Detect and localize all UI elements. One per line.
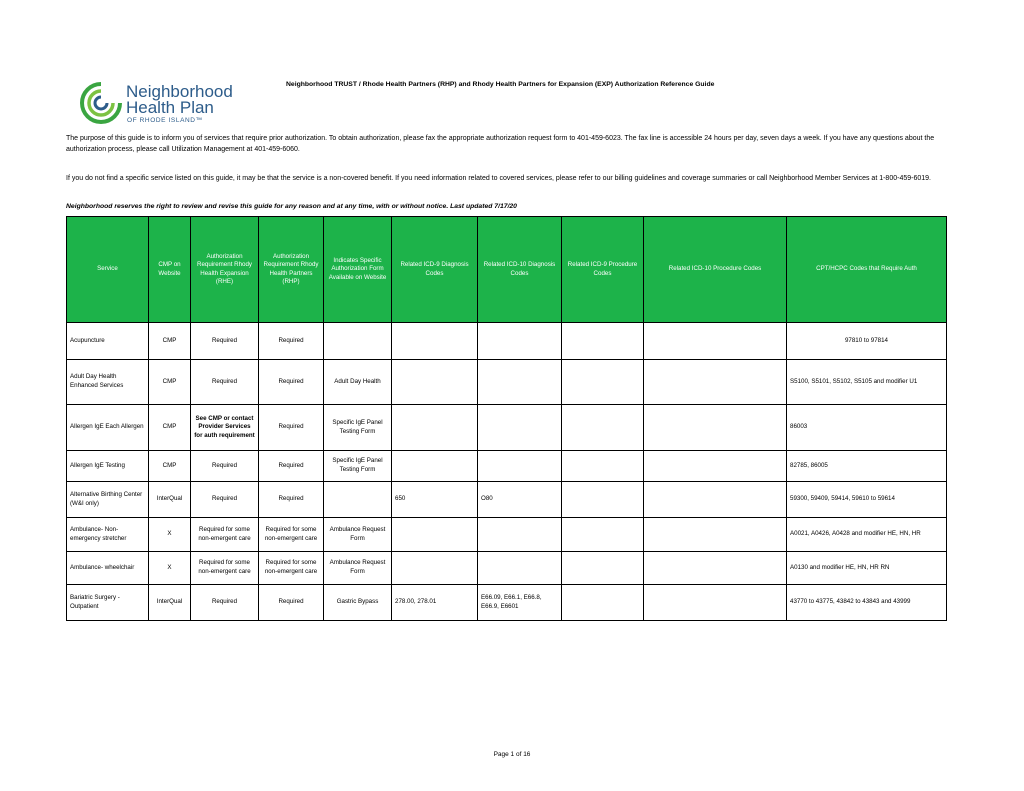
cmp-cell: CMP [149, 323, 191, 360]
icd9-proc-cell [562, 585, 644, 621]
rhe-cell: See CMP or contact Provider Services for auth requirement [191, 405, 259, 451]
icd9-dx-cell [392, 360, 478, 405]
column-header: Indicates Specific Authorization Form Available on Website [324, 217, 392, 323]
column-header: Related ICD-10 Procedure Codes [644, 217, 787, 323]
service-cell: Ambulance- wheelchair [67, 552, 149, 585]
icd10-proc-cell [644, 552, 787, 585]
icd9-dx-cell [392, 451, 478, 482]
icd9-dx-cell [392, 323, 478, 360]
form-cell: Ambulance Request Form [324, 518, 392, 552]
icd9-dx-cell [392, 518, 478, 552]
icd9-proc-cell [562, 405, 644, 451]
column-header: CPT/HCPC Codes that Require Auth [787, 217, 947, 323]
cpt-cell: S5100, S5101, S5102, S5105 and modifier U1 [787, 360, 947, 405]
cpt-cell: 43770 to 43775, 43842 to 43843 and 43999 [787, 585, 947, 621]
icd10-proc-cell [644, 585, 787, 621]
service-cell: Adult Day Health Enhanced Services [67, 360, 149, 405]
rhp-cell: Required [259, 360, 324, 405]
service-cell: Bariatric Surgery - Outpatient [67, 585, 149, 621]
rhe-cell: Required [191, 323, 259, 360]
intro-paragraph-1: The purpose of this guide is to inform you of services that require prior authorization. To obtain authorization, please fax the appropriate authorization request form to 401-459-6023. The fax line is accessible 24 hours per day, seven days a week. If you have any questions about the authorization process, please call Utilization Management at 401-459-6060. [66, 135, 935, 153]
form-cell: Adult Day Health [324, 360, 392, 405]
icd10-proc-cell [644, 482, 787, 518]
rhe-cell: Required [191, 482, 259, 518]
rhp-cell: Required for some non-emergent care [259, 552, 324, 585]
cmp-cell: CMP [149, 360, 191, 405]
logo-line3: OF RHODE ISLAND™ [127, 117, 203, 124]
table-row [67, 323, 947, 360]
rhp-cell: Required [259, 451, 324, 482]
authorization-table [66, 216, 947, 621]
icd10-dx-cell [478, 405, 562, 451]
cmp-cell: CMP [149, 451, 191, 482]
cmp-cell: X [149, 518, 191, 552]
form-cell [324, 323, 392, 360]
cmp-cell: CMP [149, 405, 191, 451]
rhe-cell: Required for some non-emergent care [191, 518, 259, 552]
icd10-proc-cell [644, 451, 787, 482]
icd10-dx-cell [478, 323, 562, 360]
document-title: Neighborhood TRUST / Rhode Health Partners (RHP) and Rhody Health Partners for Expansion (EXP) Authorization Reference Guide [286, 81, 715, 88]
service-cell: Allergen IgE Each Allergen [67, 405, 149, 451]
cpt-cell: 82785, 86005 [787, 451, 947, 482]
column-header: Related ICD-10 Diagnosis Codes [478, 217, 562, 323]
table-row [67, 552, 947, 585]
intro-paragraph-2: If you do not find a specific service listed on this guide, it may be that the service is a non-covered benefit. If you need information related to covered services, please refer to our billing guidelines and coverage summaries or call Neighborhood Member Services at 1-800-459-6019. [66, 175, 931, 182]
form-cell: Specific IgE Panel Testing Form [324, 451, 392, 482]
rhe-cell: Required for some non-emergent care [191, 552, 259, 585]
rhp-cell: Required for some non-emergent care [259, 518, 324, 552]
icd9-proc-cell [562, 518, 644, 552]
column-header: Authorization Requirement Rhody Health Expansion (RHE) [191, 217, 259, 323]
icd10-dx-cell: E66.09, E66.1, E66.8, E66.9, E6601 [478, 585, 562, 621]
rhp-cell: Required [259, 482, 324, 518]
icd10-dx-cell [478, 360, 562, 405]
neighborhood-logo [78, 80, 238, 128]
table-header-row [67, 217, 947, 323]
icd10-proc-cell [644, 405, 787, 451]
rhp-cell: Required [259, 405, 324, 451]
column-header: Related ICD-9 Procedure Codes [562, 217, 644, 323]
icd10-dx-cell: O80 [478, 482, 562, 518]
icd9-dx-cell [392, 405, 478, 451]
cmp-cell: InterQual [149, 482, 191, 518]
cmp-cell: X [149, 552, 191, 585]
form-cell: Ambulance Request Form [324, 552, 392, 585]
column-header: Related ICD-9 Diagnosis Codes [392, 217, 478, 323]
service-cell: Acupuncture [67, 323, 149, 360]
icd9-dx-cell: 278.00, 278.01 [392, 585, 478, 621]
rhe-cell: Required [191, 360, 259, 405]
table-row [67, 482, 947, 518]
page-number: Page 1 of 16 [493, 751, 531, 758]
column-header: Authorization Requirement Rhody Health Partners (RHP) [259, 217, 324, 323]
rhe-cell: Required [191, 451, 259, 482]
table-row [67, 405, 947, 451]
icd10-proc-cell [644, 360, 787, 405]
icd10-dx-cell [478, 552, 562, 585]
table-row [67, 360, 947, 405]
logo-line1: Neighborhood [126, 82, 233, 101]
icd9-proc-cell [562, 323, 644, 360]
rhe-cell: Required [191, 585, 259, 621]
cpt-cell: 59300, 59409, 59414, 59610 to 59614 [787, 482, 947, 518]
icd9-proc-cell [562, 552, 644, 585]
icd10-proc-cell [644, 323, 787, 360]
service-cell: Alternative Birthing Center (W&I only) [67, 482, 149, 518]
table-row [67, 518, 947, 552]
icd10-proc-cell [644, 518, 787, 552]
cpt-cell: 97810 to 97814 [787, 323, 947, 360]
logo-line2: Health Plan [126, 98, 214, 117]
disclaimer: Neighborhood reserves the right to review and revise this guide for any reason and at any time, with or without notice. Last updated 7/17/20 [66, 203, 517, 210]
column-header: CMP on Website [149, 217, 191, 323]
service-cell: Ambulance- Non-emergency stretcher [67, 518, 149, 552]
cpt-cell: A0130 and modifier HE, HN, HR RN [787, 552, 947, 585]
form-cell [324, 482, 392, 518]
service-cell: Allergen IgE Testing [67, 451, 149, 482]
rhp-cell: Required [259, 585, 324, 621]
form-cell: Gastric Bypass [324, 585, 392, 621]
icd9-proc-cell [562, 451, 644, 482]
cmp-cell: InterQual [149, 585, 191, 621]
icd9-dx-cell [392, 552, 478, 585]
icd9-proc-cell [562, 360, 644, 405]
icd9-dx-cell: 650 [392, 482, 478, 518]
table-row [67, 451, 947, 482]
column-header: Service [67, 217, 149, 323]
icd9-proc-cell [562, 482, 644, 518]
cpt-cell: 86003 [787, 405, 947, 451]
rhp-cell: Required [259, 323, 324, 360]
icd10-dx-cell [478, 518, 562, 552]
icd10-dx-cell [478, 451, 562, 482]
cpt-cell: A0021, A0426, A0428 and modifier HE, HN, HR [787, 518, 947, 552]
table-row [67, 585, 947, 621]
form-cell: Specific IgE Panel Testing Form [324, 405, 392, 451]
logo-swirl-icon [78, 80, 124, 126]
